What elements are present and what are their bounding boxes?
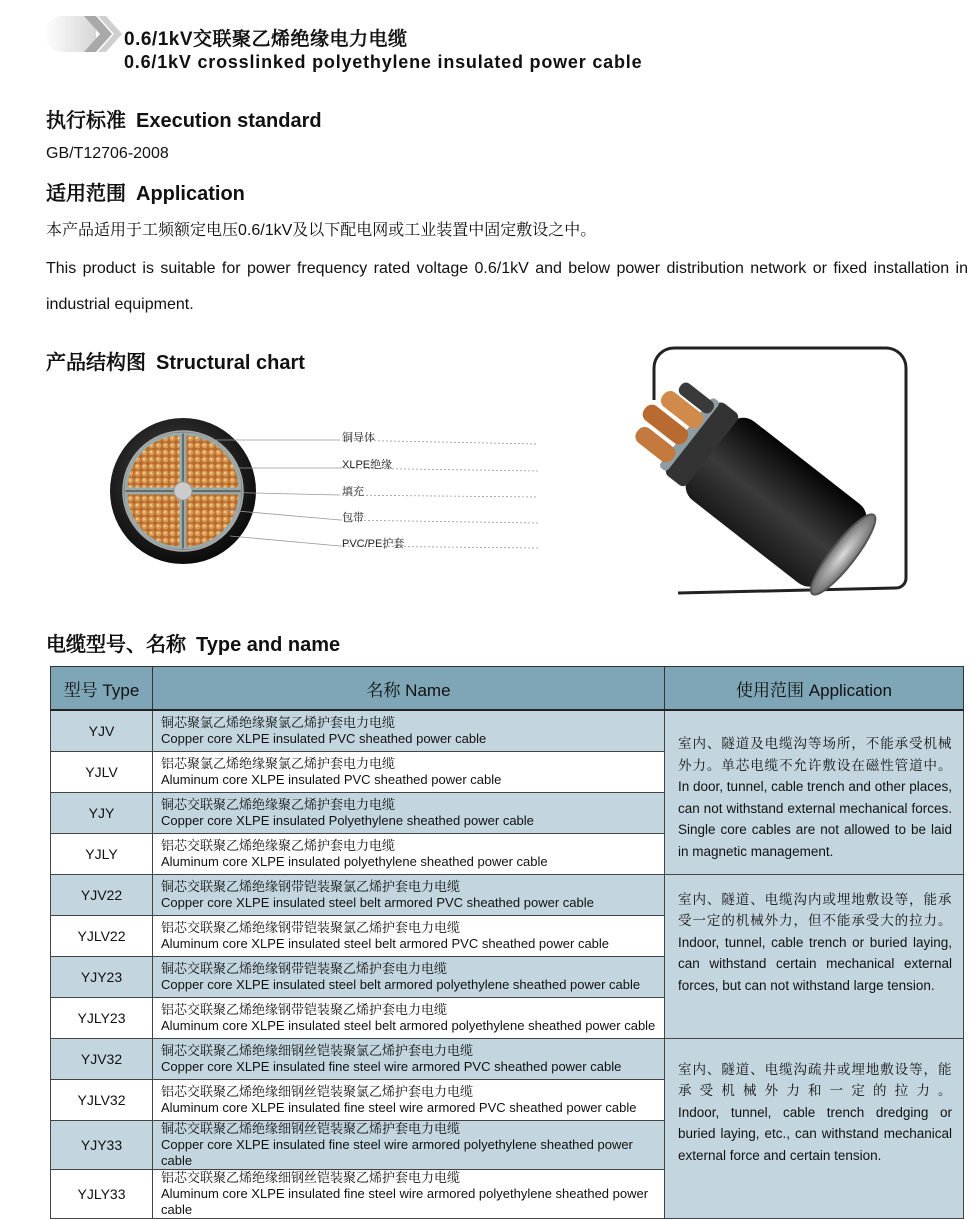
- type-cell: YJV22: [51, 874, 153, 915]
- type-and-name-heading-cn: 电缆型号、名称: [46, 634, 186, 656]
- name-cn: 铝芯聚氯乙烯绝缘聚氯乙烯护套电力电缆: [161, 755, 396, 771]
- name-cell: [153, 997, 665, 1038]
- table-row: [51, 1038, 964, 1079]
- application-heading-en: Application: [136, 183, 245, 205]
- name-cell: [153, 874, 665, 915]
- label-xlpe-insulation: XLPE绝缘: [342, 459, 393, 471]
- name-cn: 铝芯交联聚乙烯绝缘细钢丝铠装聚乙烯护套电力电缆: [161, 1169, 461, 1185]
- name-cell: [153, 751, 665, 792]
- cable-cross-section-diagram: [108, 416, 258, 566]
- type-cell: YJY33: [51, 1120, 153, 1169]
- type-cell: YJLV32: [51, 1079, 153, 1120]
- name-cell: [153, 1169, 665, 1218]
- execution-standard-heading-en: Execution standard: [136, 110, 322, 132]
- application-en: In door, tunnel, cable trench and other places, can not withstand external mechanical forces. Single core cables are not allowed to be laid in magnetic management.: [678, 779, 952, 859]
- type-cell: YJY: [51, 792, 153, 833]
- name-en: Copper core XLPE insulated steel belt armored polyethylene sheathed power cable: [161, 976, 641, 992]
- application-cn: 室内、隧道及电缆沟等场所，不能承受机械外力。单芯电缆不允许敷设在磁性管道中。: [678, 736, 952, 773]
- header-title-en: 0.6/1kV crosslinked polyethylene insulated power cable: [124, 52, 643, 72]
- execution-standard-heading: [46, 104, 322, 133]
- application-en: Indoor, tunnel, cable trench dredging or buried laying, etc., can withstand mechanical external force and certain tension.: [678, 1104, 952, 1163]
- name-cell: [153, 1120, 665, 1169]
- name-cn: 铜芯交联聚乙烯绝缘细钢丝铠装聚乙烯护套电力电缆: [161, 1120, 461, 1136]
- type-cell: YJV32: [51, 1038, 153, 1079]
- application-en: Indoor, tunnel, cable trench or buried laying, can withstand certain mechanical external forces, but can not withstand large tension.: [678, 934, 952, 993]
- name-en: Aluminum core XLPE insulated polyethylene sheathed power cable: [161, 853, 548, 869]
- name-en: Aluminum core XLPE insulated PVC sheathed power cable: [161, 771, 502, 787]
- name-cn: 铜芯交联聚乙烯绝缘钢带铠装聚氯乙烯护套电力电缆: [161, 878, 461, 894]
- application-block: [678, 889, 952, 997]
- application-block: [678, 733, 952, 862]
- table-header-row: [51, 667, 964, 711]
- name-cell: [153, 1038, 665, 1079]
- label-filler: 填充: [342, 486, 364, 498]
- col-header-name: 名称 Name: [153, 667, 665, 711]
- header-title-cn: 0.6/1kV交联聚乙烯绝缘电力电缆: [124, 29, 408, 50]
- label-copper-conductor: 铜导体: [342, 432, 375, 444]
- structural-chart-heading: [46, 346, 305, 375]
- label-wrapping-tape: 包带: [342, 512, 364, 524]
- name-en: Copper core XLPE insulated fine steel wire armored PVC sheathed power cable: [161, 1058, 622, 1074]
- type-cell: YJLV: [51, 751, 153, 792]
- name-cell: [153, 1079, 665, 1120]
- application-cn: 室内、隧道、电缆沟内或埋地敷设等，能承受一定的机械外力，但不能承受大的拉力。: [678, 891, 952, 928]
- type-cell: YJLY: [51, 833, 153, 874]
- name-cell: [153, 710, 665, 751]
- name-en: Copper core XLPE insulated Polyethylene sheathed power cable: [161, 812, 534, 828]
- application-cell: [665, 1038, 964, 1218]
- type-and-name-heading-en: Type and name: [196, 634, 341, 656]
- execution-standard-heading-cn: 执行标准: [46, 110, 126, 132]
- table-row: [51, 710, 964, 751]
- type-cell: YJLV22: [51, 915, 153, 956]
- label-sheath: PVC/PE护套: [342, 538, 405, 550]
- application-cn: 室内、隧道、电缆沟疏井或埋地敷设等，能承受机械外力和一定的拉力。: [678, 1061, 952, 1098]
- application-heading-cn: 适用范围: [46, 183, 126, 205]
- name-en: Copper core XLPE insulated steel belt armored PVC sheathed power cable: [161, 894, 594, 910]
- name-cn: 铝芯交联聚乙烯绝缘聚乙烯护套电力电缆: [161, 837, 396, 853]
- cable-types-table: [50, 666, 964, 1219]
- application-text-cn: 本产品适用于工频额定电压0.6/1kV及以下配电网或工业装置中固定敷设之中。: [46, 222, 597, 239]
- header-chevron-badge: [40, 12, 122, 56]
- name-cn: 铝芯交联聚乙烯绝缘钢带铠装聚乙烯护套电力电缆: [161, 1001, 448, 1017]
- name-cn: 铝芯交联聚乙烯绝缘钢带铠装聚氯乙烯护套电力电缆: [161, 919, 461, 935]
- application-cell: [665, 710, 964, 874]
- structural-chart-heading-en: Structural chart: [156, 352, 305, 374]
- name-cn: 铜芯交联聚乙烯绝缘细钢丝铠装聚氯乙烯护套电力电缆: [161, 1042, 474, 1058]
- name-cn: 铜芯聚氯乙烯绝缘聚氯乙烯护套电力电缆: [161, 714, 396, 730]
- application-block: [678, 1059, 952, 1167]
- name-en: Copper core XLPE insulated PVC sheathed power cable: [161, 730, 487, 746]
- name-en: Aluminum core XLPE insulated fine steel wire armored polyethylene sheathed power cable: [161, 1185, 649, 1217]
- application-heading: [46, 177, 245, 206]
- name-en: Aluminum core XLPE insulated fine steel wire armored PVC sheathed power cable: [161, 1099, 637, 1115]
- structural-chart-heading-cn: 产品结构图: [46, 352, 146, 374]
- type-cell: YJV: [51, 710, 153, 751]
- col-header-application: 使用范围 Application: [665, 667, 964, 711]
- name-cell: [153, 956, 665, 997]
- name-cn: 铝芯交联聚乙烯绝缘细钢丝铠装聚氯乙烯护套电力电缆: [161, 1083, 474, 1099]
- name-en: Copper core XLPE insulated fine steel wire armored polyethylene sheathed power cable: [161, 1136, 633, 1168]
- name-cell: [153, 833, 665, 874]
- cable-product-photo: [618, 338, 908, 598]
- standard-code: GB/T12706-2008: [46, 145, 169, 162]
- name-en: Aluminum core XLPE insulated steel belt armored PVC sheathed power cable: [161, 935, 610, 951]
- name-en: Aluminum core XLPE insulated steel belt armored polyethylene sheathed power cable: [161, 1017, 656, 1033]
- name-cn: 铜芯交联聚乙烯绝缘聚乙烯护套电力电缆: [161, 796, 396, 812]
- name-cell: [153, 915, 665, 956]
- name-cn: 铜芯交联聚乙烯绝缘钢带铠装聚乙烯护套电力电缆: [161, 960, 448, 976]
- application-cell: [665, 874, 964, 1038]
- application-text-en: This product is suitable for power frequency rated voltage 0.6/1kV and below power distribution network or fixed installation in industrial equipment.: [46, 260, 968, 313]
- table-row: [51, 874, 964, 915]
- type-cell: YJLY23: [51, 997, 153, 1038]
- name-cell: [153, 792, 665, 833]
- type-and-name-heading: [46, 628, 340, 657]
- type-cell: YJLY33: [51, 1169, 153, 1218]
- col-header-type: 型号 Type: [51, 667, 153, 711]
- type-cell: YJY23: [51, 956, 153, 997]
